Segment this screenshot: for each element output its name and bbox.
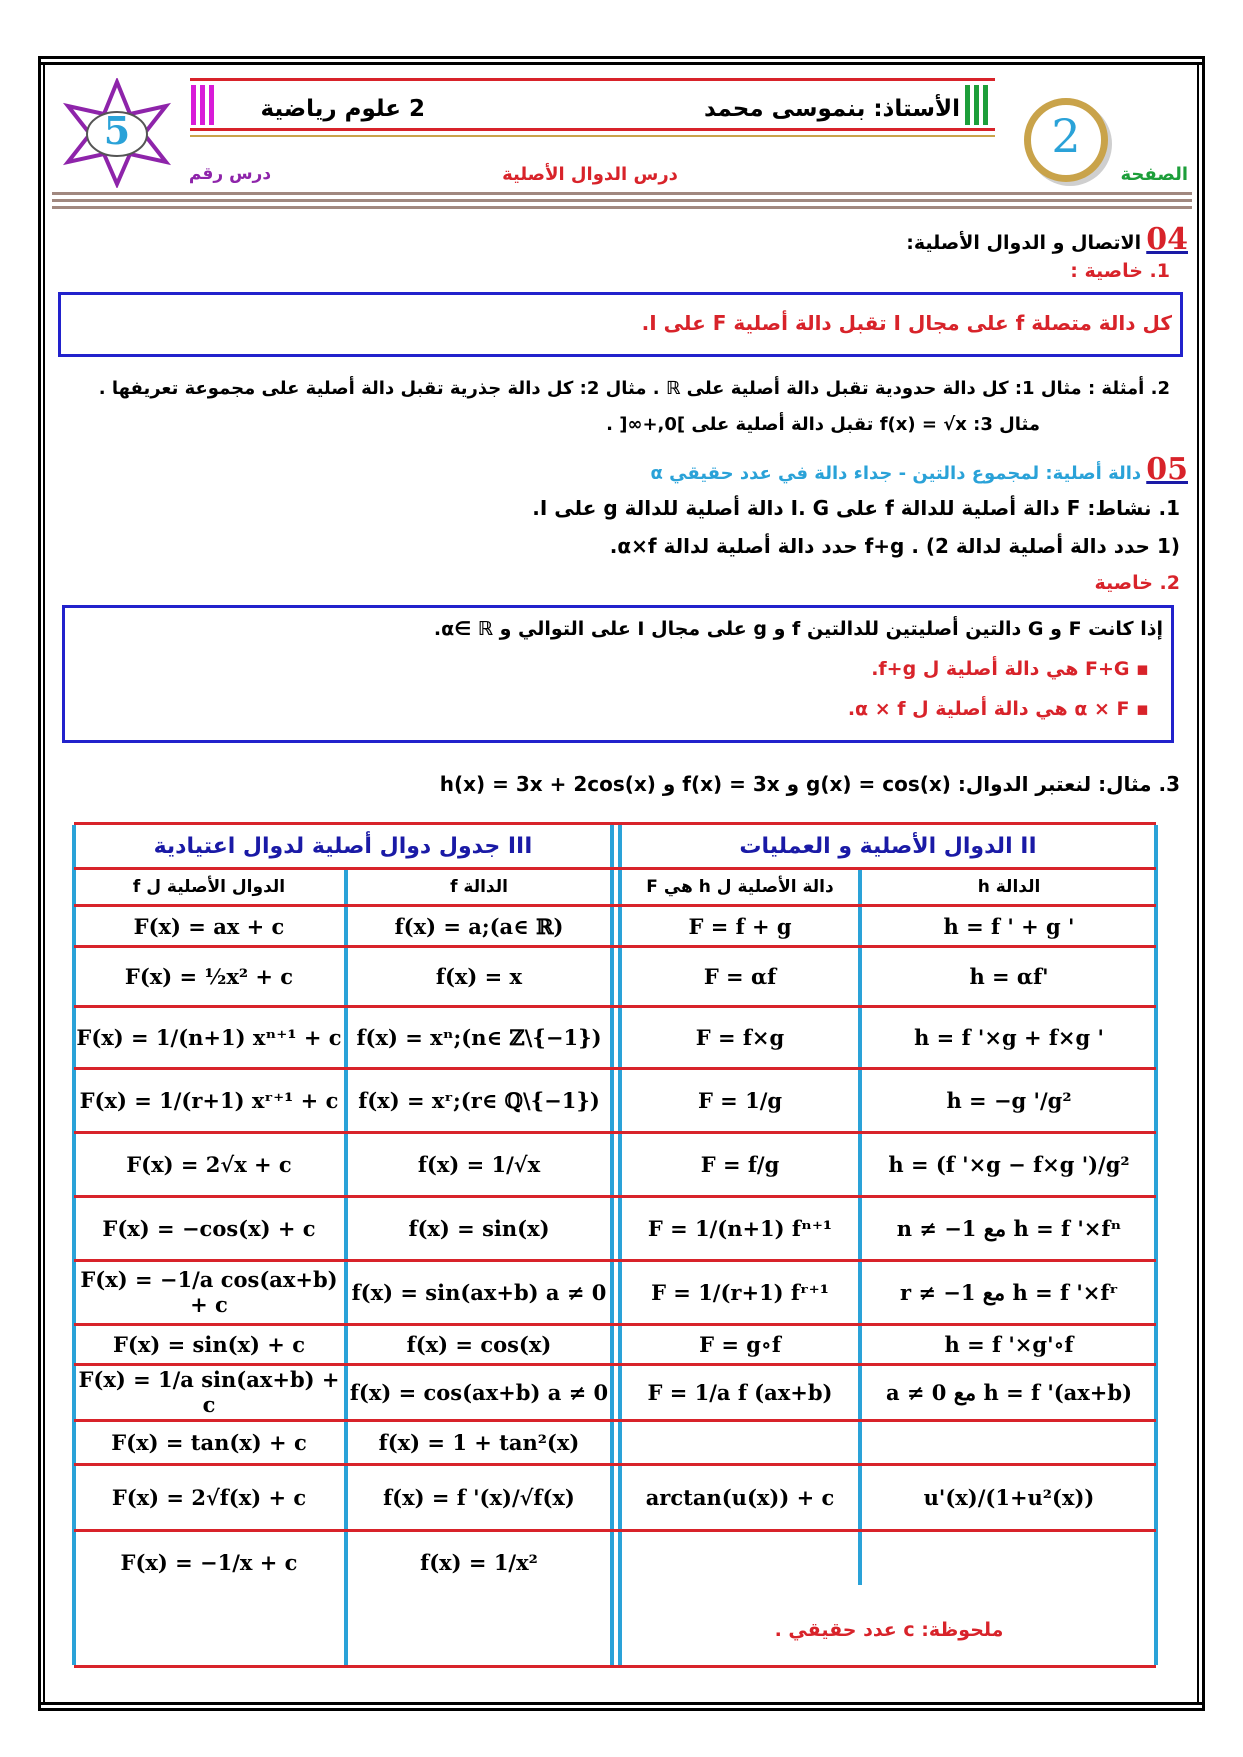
section-04-item1: 1. خاصية : bbox=[1070, 260, 1170, 282]
table-cell: f(x) = sin(x) bbox=[408, 1215, 550, 1241]
section-05-heading bbox=[500, 452, 1188, 487]
property-box-2 bbox=[62, 605, 1174, 743]
table-cell: h = αf' bbox=[969, 963, 1049, 989]
table-note: ملحوظة: c عدد حقيقي . bbox=[774, 1619, 1004, 1641]
section-05-example: 3. مثال: لنعتبر الدوال: g(x) = cos(x) و f(x) = 3x و h(x) = 3x + 2cos(x) bbox=[439, 772, 1180, 796]
property-text-1: كل دالة متصلة f على مجال I تقبل دالة أصلية F على I. bbox=[641, 311, 1172, 335]
table-cell: F(x) = ½x² + c bbox=[124, 963, 294, 989]
table-divider-middle-a bbox=[610, 825, 614, 1665]
table-cell: F = 1/(n+1) fⁿ⁺¹ bbox=[647, 1215, 833, 1241]
table-cell: h = f '×fⁿ مع n ≠ −1 bbox=[896, 1215, 1122, 1241]
table-cell: F(x) = 2√x + c bbox=[126, 1151, 292, 1177]
table-cell: arctan(u(x)) + c bbox=[645, 1484, 835, 1510]
left-border-2 bbox=[43, 65, 45, 1702]
table-cell: F(x) = 1/(n+1) xⁿ⁺¹ + c bbox=[76, 1024, 342, 1050]
section-05-item2: 2. خاصية bbox=[1094, 572, 1180, 594]
table-cell: F = f/g bbox=[700, 1151, 780, 1177]
table-cell: F(x) = −1/a cos(ax+b) + c bbox=[80, 1267, 338, 1317]
table-cell: f(x) = xⁿ;(n∈ ℤ\{−1}) bbox=[356, 1024, 602, 1050]
header-separator bbox=[52, 192, 1192, 210]
table-cell: h = f '(ax+b) مع a ≠ 0 bbox=[885, 1379, 1133, 1405]
table-cell: F = 1/a f (ax+b) bbox=[647, 1379, 833, 1405]
section-04-title: الاتصال و الدوال الأصلية: bbox=[906, 232, 1142, 254]
table-cell bbox=[862, 1421, 1156, 1463]
header-f-antiderivative: الدوال الأصلية ل f bbox=[132, 877, 286, 897]
teacher-name: الأستاذ: بنموسى محمد bbox=[704, 96, 960, 122]
header-f: الدالة f bbox=[450, 877, 508, 897]
bottom-rule-1 bbox=[38, 1702, 1205, 1705]
table-cell: h = f '×g + f×g ' bbox=[914, 1024, 1104, 1050]
table-cell: F(x) = 1/a sin(ax+b) + c bbox=[78, 1367, 340, 1417]
header-h: الدالة h bbox=[977, 877, 1041, 897]
section-04-number: 04 bbox=[1146, 222, 1188, 257]
property-item-2: ▪ α × F هي دالة أصلية ل α × f. bbox=[847, 698, 1149, 720]
table-cell: f(x) = sin(ax+b) a ≠ 0 bbox=[351, 1279, 607, 1305]
section-05-activity: 1. نشاط: F دالة أصلية للدالة f على I. G دالة أصلية للدالة g على I. bbox=[532, 496, 1180, 520]
table-cell: F(x) = sin(x) + c bbox=[113, 1331, 305, 1357]
page-label: الصفحة bbox=[1120, 164, 1188, 185]
table-cell: F(x) = 1/(r+1) xʳ⁺¹ + c bbox=[79, 1087, 339, 1113]
table-cell: F = αf bbox=[703, 963, 777, 989]
table-cell: u'(x)/(1+u²(x)) bbox=[923, 1484, 1095, 1510]
table-cell: h = −g '/g² bbox=[946, 1087, 1072, 1113]
lesson-number: 5 bbox=[103, 108, 131, 153]
bottom-rule-2 bbox=[38, 1708, 1205, 1711]
table-cell: h = f ' + g ' bbox=[943, 913, 1075, 939]
section-05-tasks: (1 حدد دالة أصلية لدالة f+g . (2 حدد دالة أصلية لدالة α×f. bbox=[609, 534, 1180, 558]
right-border bbox=[1202, 56, 1205, 1711]
table-title-right: II الدوال الأصلية و العمليات bbox=[739, 833, 1037, 859]
table-cell: F = g∘f bbox=[699, 1331, 781, 1357]
table-cell: f(x) = xʳ;(r∈ ℚ\{−1}) bbox=[358, 1087, 600, 1113]
table-cell: f(x) = 1/x² bbox=[420, 1549, 538, 1575]
header-stripes-right bbox=[965, 85, 995, 125]
header-h-antiderivative: دالة الأصلية ل h هي F bbox=[646, 877, 834, 897]
section-05-title: دالة أصلية: لمجموع دالتين - جداء دالة في عدد حقيقي α bbox=[650, 463, 1142, 484]
table-cell: f(x) = cos(ax+b) a ≠ 0 bbox=[349, 1379, 609, 1405]
table-cell: h = (f '×g − f×g ')/g² bbox=[888, 1151, 1130, 1177]
lesson-number-star bbox=[58, 78, 176, 188]
section-04-example3: مثال 3: f(x) = √x تقبل دالة أصلية على ]0,+∞[ . bbox=[606, 414, 1040, 435]
table-cell: F = 1/(r+1) fʳ⁺¹ bbox=[651, 1279, 829, 1305]
table-cell: F(x) = −cos(x) + c bbox=[102, 1215, 316, 1241]
table-cell: F = f + g bbox=[688, 913, 792, 939]
table-cell: f(x) = f '(x)/√f(x) bbox=[383, 1484, 575, 1510]
header-stripes-left bbox=[191, 85, 221, 125]
right-border-2 bbox=[1197, 65, 1199, 1702]
table-cell: h = f '×fʳ مع r ≠ −1 bbox=[899, 1279, 1119, 1305]
table-cell: F(x) = −1/x + c bbox=[120, 1549, 298, 1575]
table-title-left: III جدول دوال أصلية لدوال اعتيادية bbox=[153, 833, 533, 859]
table-cell: F(x) = tan(x) + c bbox=[111, 1429, 307, 1455]
table-cell: F = f×g bbox=[695, 1024, 785, 1050]
section-04-heading bbox=[700, 222, 1188, 257]
level-label: 2 علوم رياضية bbox=[260, 96, 425, 122]
page-number: 2 bbox=[1051, 109, 1081, 163]
table-cell: f(x) = 1 + tan²(x) bbox=[378, 1429, 580, 1455]
lesson-number-label: درس رقم bbox=[188, 164, 272, 184]
table-cell: f(x) = cos(x) bbox=[406, 1331, 552, 1357]
table-cell: F(x) = ax + c bbox=[133, 913, 285, 939]
lesson-title: درس الدوال الأصلية bbox=[502, 164, 678, 185]
property-intro: إذا كانت F و G دالتين أصليتين للدالتين f و g على مجال I على التوالي و α∈ ℝ. bbox=[433, 618, 1163, 640]
top-rule-2 bbox=[38, 62, 1205, 65]
section-05-number: 05 bbox=[1146, 452, 1188, 487]
property-box-1 bbox=[58, 292, 1183, 357]
left-border bbox=[38, 56, 41, 1711]
table-cell: f(x) = 1/√x bbox=[417, 1151, 541, 1177]
page-number-circle bbox=[1024, 98, 1108, 182]
table-cell: F = 1/g bbox=[697, 1087, 783, 1113]
antiderivative-table bbox=[74, 822, 1156, 1668]
property-item-1: ▪ F+G هي دالة أصلية ل f+g. bbox=[871, 658, 1149, 680]
table-cell: f(x) = a;(a∈ ℝ) bbox=[394, 913, 564, 939]
section-04-item2: 2. أمثلة : مثال 1: كل دالة حدودية تقبل دالة أصلية على ℝ . مثال 2: كل دالة جذرية تقبل دالة أصلية على مجموعة تعريفها . bbox=[98, 378, 1170, 399]
table-cell: F(x) = 2√f(x) + c bbox=[111, 1484, 307, 1510]
top-rule-1 bbox=[38, 56, 1205, 59]
table-cell: f(x) = x bbox=[435, 963, 523, 989]
table-cell: h = f '×g'∘f bbox=[944, 1331, 1074, 1357]
table-cell bbox=[622, 1421, 858, 1463]
